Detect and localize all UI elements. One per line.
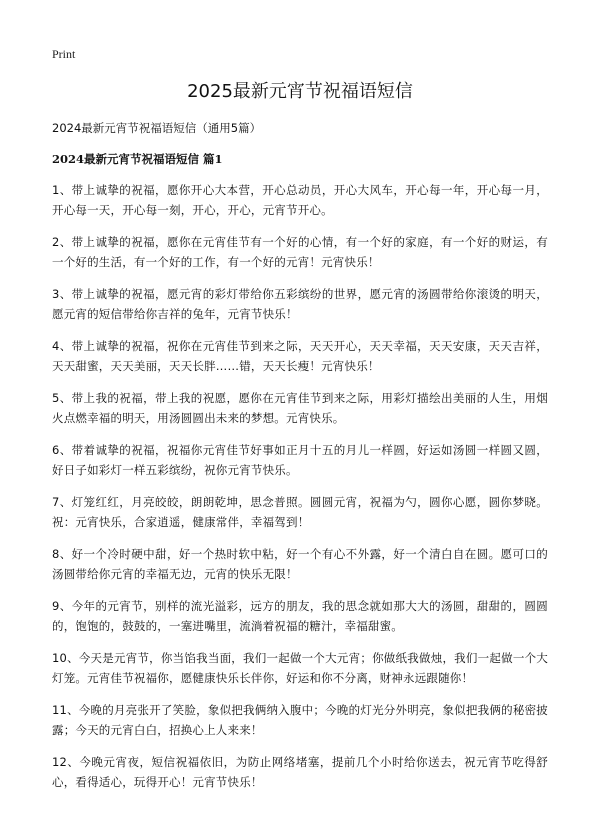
paragraph-4: 4、带上诚挚的祝福，祝你在元宵佳节到来之际，天天开心，天天幸福，天天安康，天天吉祥，天天甜蜜，天天美丽，天天长胖……错，天天长瘦！元宵快乐！ — [52, 339, 548, 373]
paragraph-1: 1、带上诚挚的祝福，愿你开心大本营，开心总动员，开心大风车，开心每一年，开心每一月，开心每一天，开心每一刻，开心，开心，元宵节开心。 — [52, 183, 548, 217]
paragraph-3: 3、带上诚挚的祝福，愿元宵的彩灯带给你五彩缤纷的世界，愿元宵的汤圆带给你滚烫的明天，愿元宵的短信带给你吉祥的兔年，元宵节快乐！ — [52, 287, 548, 321]
paragraph-9: 9、今年的元宵节，别样的流光溢彩，远方的朋友，我的思念就如那大大的汤圆，甜甜的，圆圆的，饱饱的，鼓鼓的，一塞进嘴里，流淌着祝福的糖汁，幸福甜蜜。 — [52, 599, 548, 633]
paragraph-5: 5、带上我的祝福，带上我的祝愿，愿你在元宵佳节到来之际，用彩灯描绘出美丽的人生，用烟火点燃幸福的明天，用汤圆圆出未来的梦想。元宵快乐。 — [52, 391, 548, 425]
paragraph-6: 6、带着诚挚的祝福，祝福你元宵佳节好事如正月十五的月儿一样圆，好运如汤圆一样圆又圆，好日子如彩灯一样五彩缤纷，祝你元宵节快乐。 — [52, 443, 548, 477]
paragraph-11: 11、今晚的月亮张开了笑脸，象似把我俩纳入腹中；今晚的灯光分外明亮，象似把我俩的秘密披露；今天的元宵白白，招换心上人来来！ — [52, 703, 548, 737]
page-title: 2025最新元宵节祝福语短信 — [187, 81, 413, 102]
paragraph-list — [52, 180, 548, 804]
paragraph-10: 10、今天是元宵节，你当馅我当面，我们一起做一个大元宵；你做纸我做烛，我们一起做一个大灯笼。元宵佳节祝福你，愿健康快乐长伴你，好运和你不分离，财神永远跟随你！ — [52, 651, 548, 685]
paragraph-7: 7、灯笼红红，月亮皎皎，朗朗乾坤，思念普照。圆圆元宵，祝福为勺，圆你心愿，圆你梦晓。祝：元宵快乐，合家逍遥，健康常伴，幸福驾到！ — [52, 495, 548, 529]
paragraph-8: 8、好一个冷时硬中甜，好一个热时软中粘，好一个有心不外露，好一个清白自在圆。愿可口的汤圆带给你元宵的幸福无边，元宵的快乐无限！ — [52, 547, 548, 581]
section-heading: 2024最新元宵节祝福语短信 篇1 — [52, 152, 223, 166]
document-subtitle: 2024最新元宵节祝福语短信（通用5篇） — [52, 121, 262, 135]
print-link[interactable]: Print — [52, 47, 76, 61]
paragraph-2: 2、带上诚挚的祝福，愿你在元宵佳节有一个好的心情，有一个好的家庭，有一个好的财运，有一个好的生活，有一个好的工作，有一个好的元宵！元宵快乐！ — [52, 235, 548, 269]
paragraph-12: 12、今晚元宵夜，短信祝福依旧，为防止网络堵塞，提前几个小时给你送去，祝元宵节吃得舒心，看得适心，玩得开心！元宵节快乐！ — [52, 755, 548, 789]
